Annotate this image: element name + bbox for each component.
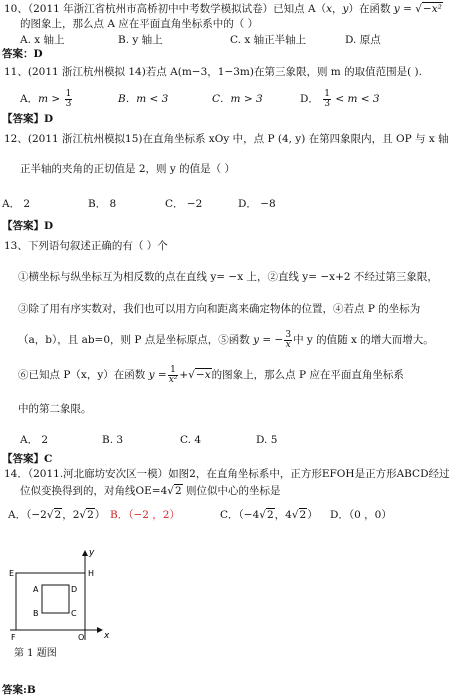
figure-caption: 第 1 题图 <box>14 648 57 659</box>
q11-option-c: C．m > 3 <box>212 93 263 105</box>
sqrt-sign-icon: √ <box>167 485 174 497</box>
q14-option-b: B．（−2 ，2） <box>110 509 180 521</box>
q13-line1: 13、下列语句叙述正确的有（ ）个 <box>4 240 168 252</box>
q13-option-c: C. 4 <box>180 434 202 446</box>
label-d: D <box>71 585 78 594</box>
label-f: F <box>11 633 16 642</box>
q11-answer: 【答案】D <box>2 113 54 125</box>
q10-option-d: D. 原点 <box>345 34 381 46</box>
q13-option-d: D. 5 <box>256 434 278 446</box>
q13-statement-1: ①横坐标与纵坐标互为相反数的点在直线 y= −x 上，②直线 y= −x+2 不经过第三象限， <box>18 271 438 283</box>
q14-line2: 位似变换得到的，对角线OE=4√2 则位似中心的坐标是 <box>20 485 281 497</box>
q14-option-a: A．（−2√2，2√2） <box>8 509 106 521</box>
q13-statement-5: 中的第二象限。 <box>18 403 92 415</box>
q10-line1: 10、（2011 年浙江省杭州市高桥初中中考数学模拟试卷）已知点 A（x，y）在函数 y = √−x² <box>4 3 442 15</box>
q12-option-d: D． −8 <box>238 198 276 210</box>
q14-figure <box>0 545 120 645</box>
q12-option-c: C． −2 <box>165 198 203 210</box>
q10-answer: 答案：D <box>2 48 43 60</box>
sqrt-sign-icon: √ <box>188 369 195 381</box>
sqrt-sign-icon: √ <box>259 509 266 521</box>
q11-line1: 11、(2011 浙江杭州模拟 14)若点 A(m−3，1−3m)在第三象限，则 m 的取值范围是( ). <box>4 66 422 78</box>
q14-option-d: D．（0 ，0） <box>330 509 392 521</box>
q12-option-a: A． 2 <box>2 198 31 210</box>
q10-line2: 的图象上，那么点 A 应在平面直角坐标系中的（ ） <box>20 18 259 30</box>
label-e: E <box>9 569 15 578</box>
q10-option-b: B. y 轴上 <box>118 34 163 46</box>
q14-answer: 答案:B <box>2 684 36 696</box>
q12-option-b: B． 8 <box>88 198 117 210</box>
q12-answer: 【答案】D <box>2 220 54 232</box>
q13-option-a: A． 2 <box>20 434 49 446</box>
q14-line1: 14．（2011.河北廊坊安次区一模）如图2，在直角坐标系中，正方形EFOH是正方形ABCD经过 <box>4 468 450 480</box>
q10-option-c: C. x 轴正半轴上 <box>230 34 307 46</box>
q11-option-d: D． $\frac{1}{3}$ < m < 3 <box>300 88 380 109</box>
square-abcd <box>42 585 69 613</box>
label-x: x <box>104 631 110 641</box>
sqrt-sign-icon: √ <box>46 509 54 521</box>
label-o: O <box>78 633 85 642</box>
q13-option-b: B. 3 <box>102 434 124 446</box>
q10-option-a: A. x 轴上 <box>20 34 65 46</box>
label-y: y <box>89 548 95 558</box>
q13-statement-2: ③除了用有序实数对，我们也可以用方向和距离来确定物体的位置，④若点 P 的坐标为 <box>18 303 421 315</box>
label-b: B <box>33 609 39 618</box>
q13-statement-3: （a，b），且 ab=0，则 P 点是坐标原点，⑤函数 y = − $\frac{3}{x}$ 中 y 的值随 x 的增大而增大。 <box>18 329 434 350</box>
q11-option-a: A．m > $\frac{1}{3}$ <box>20 88 72 109</box>
q14-option-c: C．（−4√2，4√2） <box>220 509 318 521</box>
q13-answer: 【答案】C <box>2 453 53 465</box>
sqrt-sign-icon: √ <box>415 3 422 15</box>
q10-formula: y = <box>393 3 412 15</box>
q12-line1: 12、(2011 浙江杭州模拟15)在直角坐标系 xOy 中，点 P (4, y) 在第四象限内，且 OP 与 x 轴 <box>4 133 449 145</box>
sqrt-sign-icon: √ <box>79 509 87 521</box>
sqrt-sign-icon: √ <box>291 509 299 521</box>
q11-option-b: B．m < 3 <box>118 93 169 105</box>
label-a: A <box>33 585 39 594</box>
q12-line2: 正半轴的夹角的正切值是 2，则 y 的值是（ ） <box>20 163 235 175</box>
square-efoh <box>16 573 85 630</box>
label-h: H <box>88 569 95 578</box>
q13-statement-4: ⑥已知点 P（x，y）在函数 y = $\frac{1}{\text{x²}}$ +√−x的图象上，那么点 P 应在平面直角坐标系 <box>18 364 404 385</box>
label-c: C <box>71 609 77 618</box>
